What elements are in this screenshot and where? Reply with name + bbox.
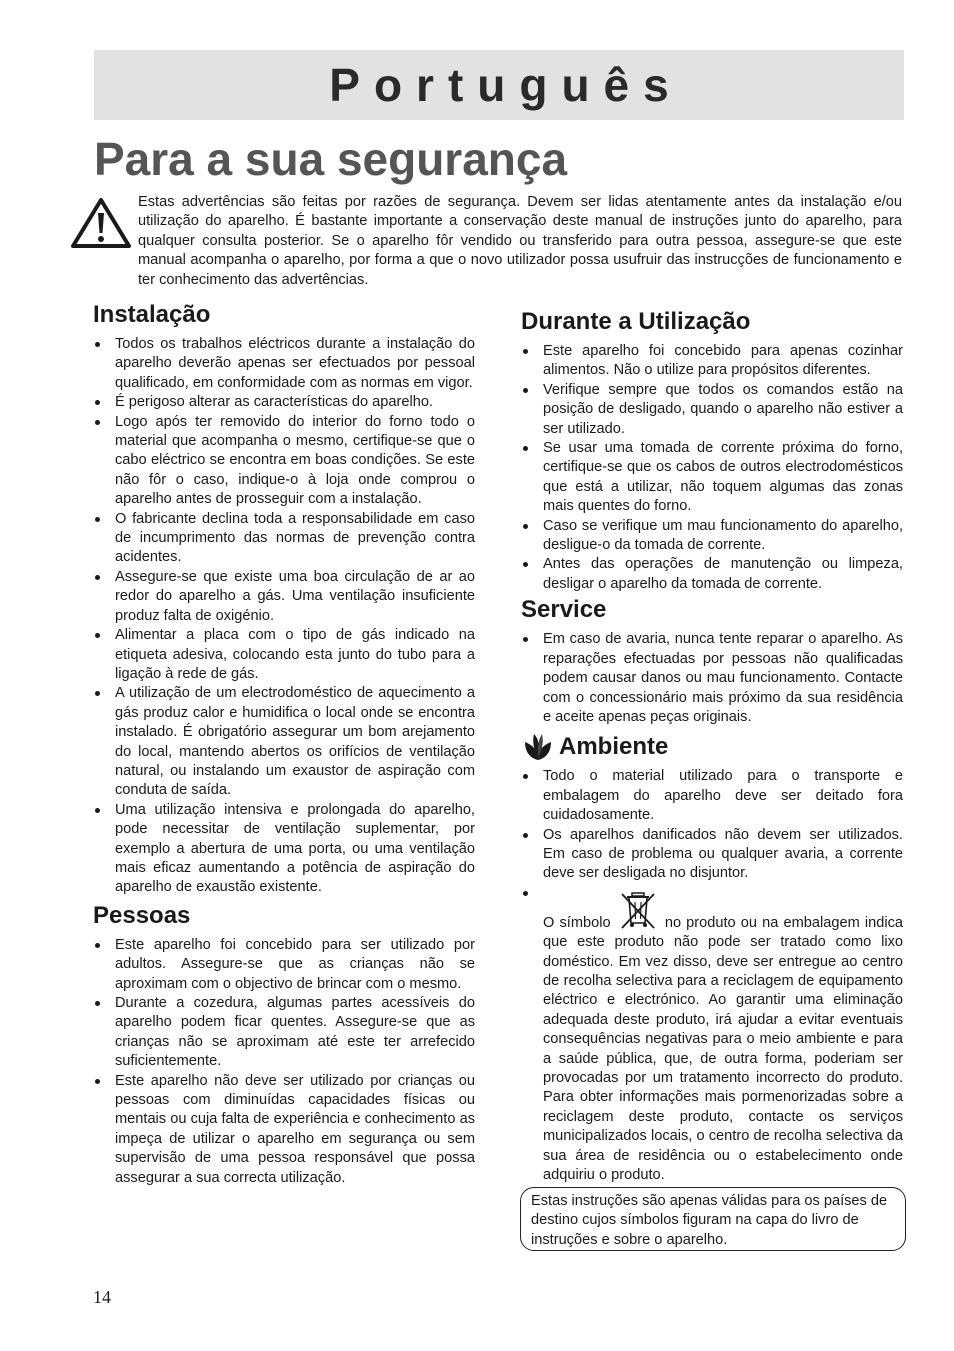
- list-item: A utilização de um electrodoméstico de aquecimento a gás produz calor e humidifica o local onde se encontra instalado. É obrigatório assegurar um bom arejamento do local, mantendo abertos os orifícios de ventilação natural, ou instalando um exaustor de aspiração com conduta de saída.: [93, 684, 475, 800]
- language-title: Português: [329, 59, 683, 111]
- list-item: Este aparelho não deve ser utilizado por crianças ou pessoas com diminuídas capacidades físicas ou mentais ou cuja falta de experiência e conhecimento as impeça de utilizar o aparelho em segurança ou sem supervisão de uma pessoa responsável que possa assegurar a sua correcta utilização.: [93, 1072, 475, 1188]
- list-item: Em caso de avaria, nunca tente reparar o aparelho. As reparações efectuadas por pessoas não qualificadas podem causar danos ou mau funcionamento. Contacte com o concessionário mais próximo da sua residência e aceite apenas peças originais.: [521, 630, 903, 727]
- right-column: [521, 306, 903, 1185]
- list-item: Este aparelho foi concebido para apenas cozinhar alimentos. Não o utilize para propósitos diferentes.: [521, 342, 903, 381]
- list-item: Uma utilização intensiva e prolongada do aparelho, pode necessitar de ventilação suplementar, por exemplo a abertura de uma porta, ou uma ventilação mais eficaz aumentando a potência de aspiração do aparelho de exaustão existente.: [93, 801, 475, 898]
- list-item: Caso se verifique um mau funcionamento do aparelho, desligue-o da tomada de corrente.: [521, 517, 903, 556]
- list-ambiente: [521, 767, 903, 1185]
- list-item: Logo após ter removido do interior do forno todo o material que acompanha o mesmo, certifique-se que o cabo eléctrico se encontra em boas condições. Se este não fôr o caso, indique-o à loja onde comprou o aparelho antes de prosseguir com a instalação.: [93, 413, 475, 510]
- intro-text: Estas advertências são feitas por razões de segurança. Devem ser lidas atentamente antes da instalação e/ou utilização do aparelho. É bastante importante a conservação deste manual de instruções junto do aparelho, para qualquer consulta posterior. Se o aparelho fôr vendido ou transferido para outra pessoa, assegure-se que este manual acompanha o aparelho, por forma a que o novo utilizador possa usufruir das instrucções de funcionamento e ter conhecimento das advertências.: [138, 194, 902, 288]
- page-number: 14: [93, 1287, 111, 1307]
- heading-service: Service: [521, 596, 607, 624]
- heading-ambiente: Ambiente: [559, 733, 669, 761]
- list-item: Todo o material utilizado para o transporte e embalagem do aparelho deve ser deitado fora cuidadosamente.: [521, 767, 903, 825]
- list-item: Assegure-se que existe uma boa circulação de ar ao redor do aparelho a gás. Uma ventilação insuficiente produz falta de oxigénio.: [93, 568, 475, 626]
- page-title: Para a sua segurança: [94, 133, 568, 185]
- ambiente-header: [521, 731, 903, 763]
- heading-instalacao: Instalação: [93, 301, 211, 328]
- list-pessoas: [93, 936, 475, 1188]
- list-item: Alimentar a placa com o tipo de gás indicado na etiqueta adesiva, colocando esta junto do tubo para a ligação à rede de gás.: [93, 626, 475, 684]
- weee-prefix: O símbolo: [543, 914, 611, 931]
- list-durante: [521, 342, 903, 594]
- note-box: Estas instruções são apenas válidas para os países de destino cujos símbolos figuram na capa do livro de instruções e sobre o aparelho.: [520, 1187, 906, 1251]
- list-item: Todos os trabalhos eléctricos durante a instalação do aparelho deverão apenas ser efectuados por pessoal qualificado, em conformidade com as normas em vigor.: [93, 335, 475, 393]
- heading-pessoas: Pessoas: [93, 901, 191, 929]
- weee-text: no produto ou na embalagem indica que este produto não pode ser tratado como lixo doméstico. Em vez disso, deve ser entregue ao centro de recolha selectiva para a reciclagem de equipamento eléctrico e electrónico. Ao garantir uma eliminação adequada deste produto, irá ajudar a evitar eventuais consequências negativas para o meio ambiente e para a saúde pública, que, de outra forma, poderiam ser provocadas por um tratamento incorrecto do produto. Para obter informações mais pormenorizadas sobre a reciclagem deste produto, contacte os serviços municipalizados locais, o centro de recolha selectiva da sua área de residência ou o estabelecimento onde adquiriu o produto.: [543, 914, 903, 1184]
- language-banner: [94, 50, 904, 120]
- list-item-weee: [521, 884, 903, 1186]
- list-item: Verifique sempre que todos os comandos estão na posição de desligado, quando o aparelho não estiver a ser utilizado.: [521, 381, 903, 439]
- leaf-icon: [521, 732, 555, 762]
- heading-durante: Durante a Utilização: [521, 308, 751, 335]
- list-item: Os aparelhos danificados não devem ser utilizados. Em caso de problema ou qualquer avaria, a corrente deve ser desligada no disjuntor.: [521, 826, 903, 884]
- warning-triangle-icon: [70, 197, 132, 249]
- list-item: O fabricante declina toda a responsabilidade em caso de incumprimento das normas de prevenção contra acidentes.: [93, 510, 475, 568]
- list-item: Se usar uma tomada de corrente próxima do forno, certifique-se que os cabos de outros electrodomésticos que está a utilizar, não toquem algumas das zonas mais quentes do forno.: [521, 439, 903, 517]
- list-item: Durante a cozedura, algumas partes acessíveis do aparelho podem ficar quentes. Assegure-se que as crianças não se aproximam até este ter arrefecido suficientemente.: [93, 994, 475, 1072]
- list-item: Antes das operações de manutenção ou limpeza, desligar o aparelho da tomada de corrente.: [521, 555, 903, 594]
- left-column: [93, 299, 475, 1188]
- list-item: Este aparelho foi concebido para ser utilizado por adultos. Assegure-se que as crianças não se aproximam com o objectivo de brincar com o mesmo.: [93, 936, 475, 994]
- list-item: É perigoso alterar as características do aparelho.: [93, 393, 475, 412]
- crossed-bin-icon: [618, 890, 658, 930]
- list-service: [521, 630, 903, 727]
- list-instalacao: [93, 335, 475, 898]
